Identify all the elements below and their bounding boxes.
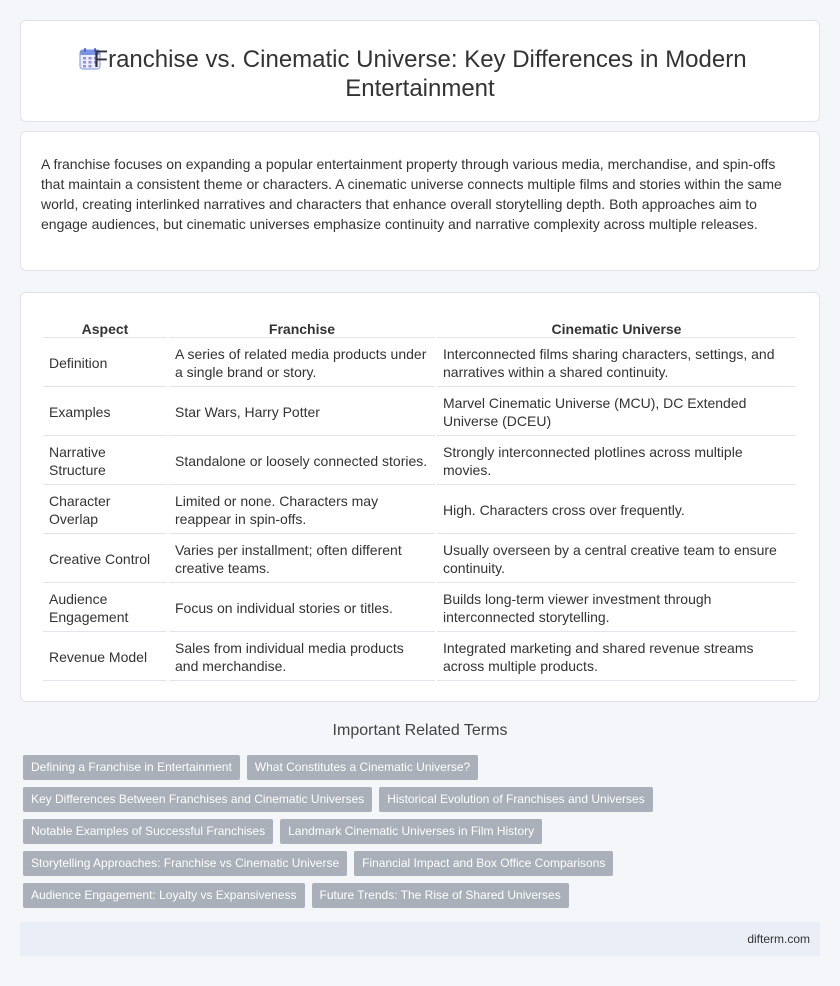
related-term-link[interactable]: Future Trends: The Rise of Shared Universes: [312, 883, 569, 908]
related-term-link[interactable]: Key Differences Between Franchises and Cinematic Universes: [23, 787, 372, 812]
related-term-link[interactable]: Landmark Cinematic Universes in Film History: [280, 819, 542, 844]
universe-cell: Usually overseen by a central creative team to ensure continuity.: [437, 536, 796, 583]
aspect-cell: Revenue Model: [43, 634, 167, 681]
universe-cell: Interconnected films sharing characters, settings, and narratives within a shared continuity.: [437, 340, 796, 387]
franchise-cell: A series of related media products under a single brand or story.: [169, 340, 435, 387]
intro-card: [20, 131, 820, 271]
intro-text: A franchise focuses on expanding a popular entertainment property through various media, merchandise, and spin-offs that maintain a consistent theme or characters. A cinematic universe connects multiple films and stories within the same world, creating interlinked narratives and characters that enhance overall storytelling depth. Both approaches aim to engage audiences, but cinematic universes emphasize continuity and narrative complexity across multiple releases.: [41, 156, 782, 232]
aspect-cell: Character Overlap: [43, 487, 167, 534]
related-term-link[interactable]: What Constitutes a Cinematic Universe?: [247, 755, 478, 780]
related-term-link[interactable]: Financial Impact and Box Office Comparisons: [354, 851, 613, 876]
header-franchise: Franchise: [169, 315, 435, 338]
table-row: [43, 487, 796, 534]
footer: [20, 922, 820, 956]
comparison-card: [20, 292, 820, 702]
franchise-cell: Focus on individual stories or titles.: [169, 585, 435, 632]
franchise-cell: Limited or none. Characters may reappear in spin-offs.: [169, 487, 435, 534]
table-row: [43, 438, 796, 485]
related-term-link[interactable]: Notable Examples of Successful Franchises: [23, 819, 273, 844]
franchise-cell: Standalone or loosely connected stories.: [169, 438, 435, 485]
footer-site-link[interactable]: difterm.com: [747, 932, 810, 946]
aspect-cell: Creative Control: [43, 536, 167, 583]
universe-cell: Builds long-term viewer investment through interconnected storytelling.: [437, 585, 796, 632]
aspect-cell: Definition: [43, 340, 167, 387]
table-row: [43, 536, 796, 583]
related-term-link[interactable]: Storytelling Approaches: Franchise vs Cinematic Universe: [23, 851, 347, 876]
aspect-cell: Narrative Structure: [43, 438, 167, 485]
page-title: Franchise vs. Cinematic Universe: Key Differences in Modern Entertainment: [93, 46, 747, 102]
franchise-cell: Sales from individual media products and merchandise.: [169, 634, 435, 681]
related-terms-list: [23, 755, 823, 915]
aspect-cell: Examples: [43, 389, 167, 436]
franchise-cell: Varies per installment; often different creative teams.: [169, 536, 435, 583]
table-row: [43, 340, 796, 387]
table-row: [43, 634, 796, 681]
table-row: [43, 585, 796, 632]
aspect-cell: Audience Engagement: [43, 585, 167, 632]
universe-cell: Integrated marketing and shared revenue streams across multiple products.: [437, 634, 796, 681]
header-card: [20, 20, 820, 122]
related-terms-heading: Important Related Terms: [332, 722, 508, 739]
franchise-cell: Star Wars, Harry Potter: [169, 389, 435, 436]
table-header-row: [43, 315, 796, 338]
universe-cell: High. Characters cross over frequently.: [437, 487, 796, 534]
related-term-link[interactable]: Defining a Franchise in Entertainment: [23, 755, 240, 780]
universe-cell: Marvel Cinematic Universe (MCU), DC Extended Universe (DCEU): [437, 389, 796, 436]
header-aspect: Aspect: [43, 315, 167, 338]
related-term-link[interactable]: Audience Engagement: Loyalty vs Expansiveness: [23, 883, 305, 908]
related-term-link[interactable]: Historical Evolution of Franchises and Universes: [379, 787, 652, 812]
table-row: [43, 389, 796, 436]
comparison-table: [41, 313, 798, 683]
universe-cell: Strongly interconnected plotlines across multiple movies.: [437, 438, 796, 485]
header-cinematic-universe: Cinematic Universe: [437, 315, 796, 338]
